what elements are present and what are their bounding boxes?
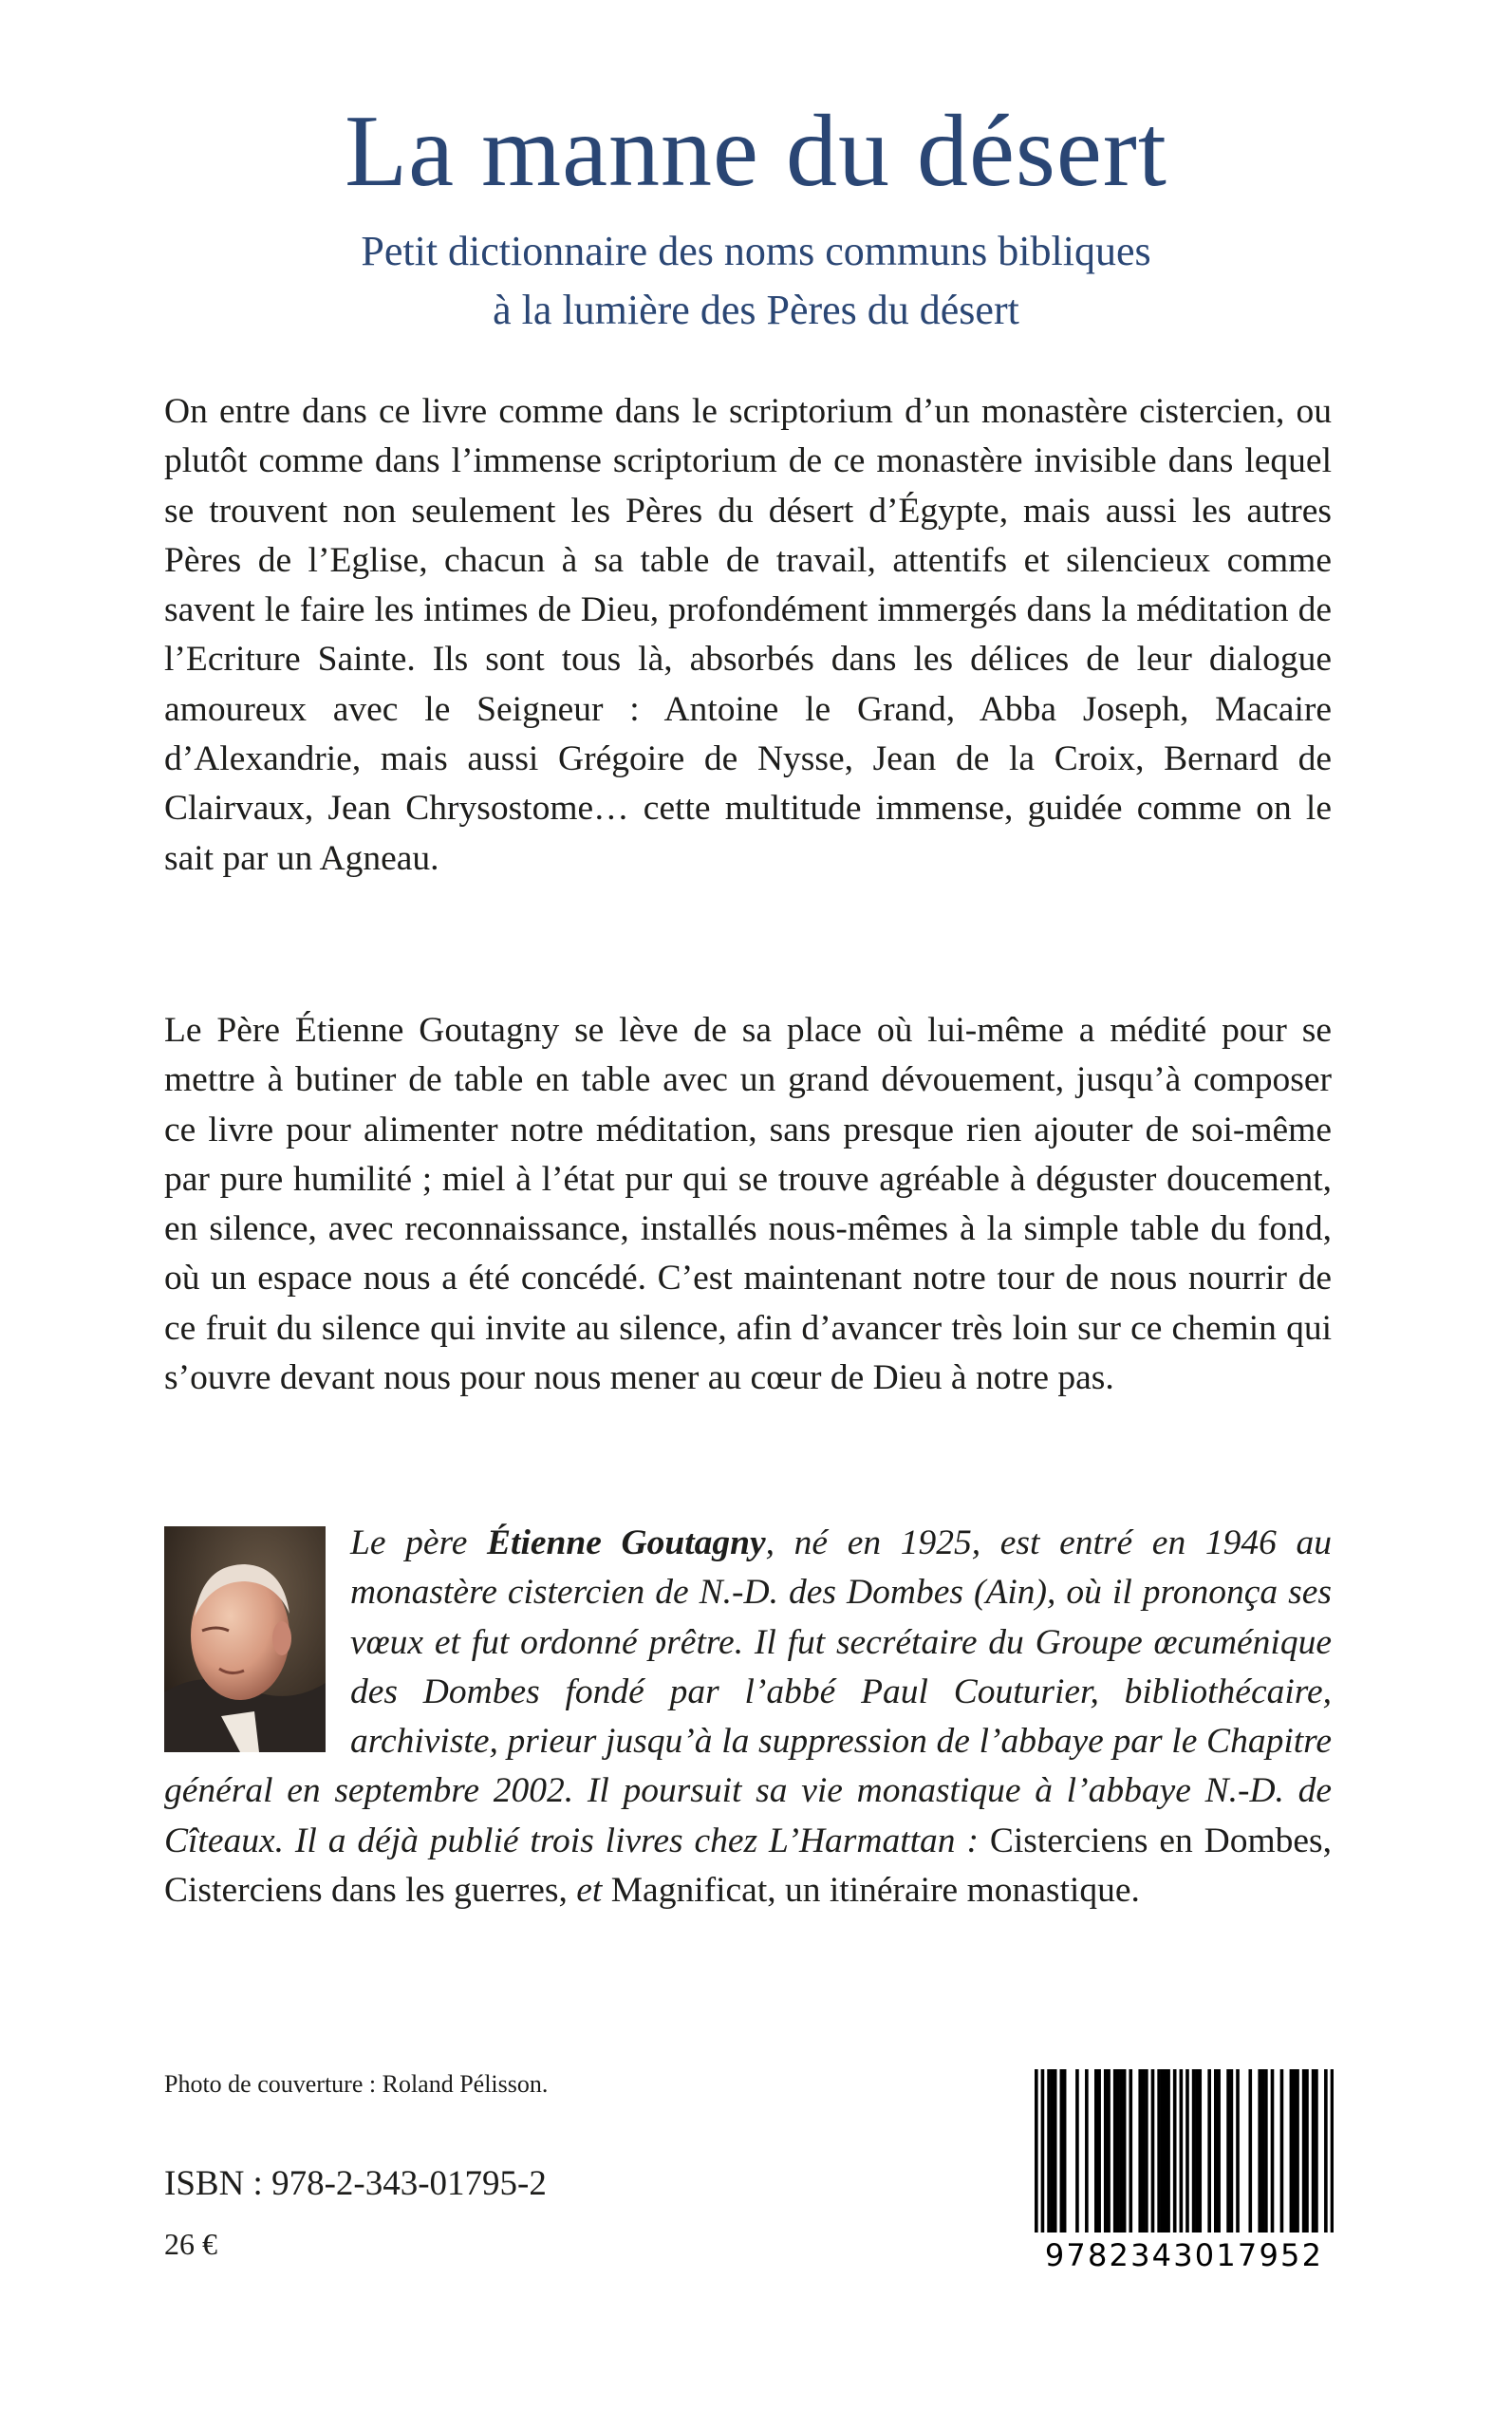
barcode-bar (1051, 2069, 1055, 2233)
barcode-bar (1161, 2069, 1165, 2233)
barcode-bar (1104, 2069, 1108, 2233)
barcode-bar (1236, 2069, 1240, 2233)
barcode-bar (1041, 2069, 1045, 2233)
barcode-bar (1230, 2069, 1234, 2233)
bio-text-2: et (567, 1871, 611, 1911)
barcode-bar (1180, 2069, 1184, 2233)
barcode-bar (1293, 2069, 1297, 2233)
bio-book-1: Cisterciens en Dombes, Cisterciens dans les guerres, (164, 1821, 1332, 1911)
blurb-paragraph-2: Le Père Étienne Goutagny se lève de sa place où lui-même a médité pour se mettre à butiner de table en table avec un grand dévouement, jusqu’à composer ce livre pour alimenter notre méditation, sans presque rien ajouter de soi-même par pure humilité ; miel à l’état pur qui se trouve agréable à déguster doucement, en silence, avec reconnaissance, installés nous-mêmes à la simple table du fond, où un espace nous a été concédé. C’est maintenant notre tour de nous nourrir de ce fruit du silence qui invite au silence, afin d’avancer très loin sur ce chemin qui s’ouvre devant nous pour nous mener au cœur de Dieu à notre pas. (164, 1011, 1332, 1398)
barcode-bar (1315, 2069, 1318, 2233)
barcode-bar (1054, 2069, 1057, 2233)
subtitle-line-2: à la lumière des Pères du désert (493, 287, 1019, 333)
bio-author-name: Étienne Goutagny (487, 1523, 766, 1562)
barcode-bar (1192, 2069, 1196, 2233)
barcode-bar (1075, 2069, 1079, 2233)
barcode-bar (1271, 2069, 1275, 2233)
barcode-bar (1173, 2069, 1177, 2233)
barcode-bar (1097, 2069, 1101, 2233)
barcode-bar (1107, 2069, 1111, 2233)
barcode-bar (1226, 2069, 1230, 2233)
barcode-bar (1060, 2069, 1064, 2233)
book-subtitle (0, 222, 1512, 340)
isbn: ISBN : 978-2-343-01795-2 (164, 2164, 547, 2203)
barcode-bar (1157, 2069, 1161, 2233)
barcode-bar (1035, 2069, 1038, 2233)
author-bio (164, 1519, 1332, 1915)
barcode-bar (1305, 2069, 1309, 2233)
barcode-bar (1302, 2069, 1306, 2233)
barcode-bar (1258, 2069, 1261, 2233)
blurb-paragraph-1: On entre dans ce livre comme dans le scriptorium d’un monastère cistercien, ou plutôt comme dans l’immense scriptorium de ce monastère invisible dans lequel se trouvent non seulement les Pères du désert d’Égypte, mais aussi les autres Pères de l’Eglise, chacun à sa table de travail, attentifs et silencieux comme savent le faire les intimes de Dieu, profondément immergés dans la méditation de l’Ecriture Sainte. Ils sont tous là, absorbés dans les délices de leur dialogue amoureux avec le Seigneur : Antoine le Grand, Abba Joseph, Macaire d’Alexandrie, mais aussi Grégoire de Nysse, Jean de la Croix, Bernard de Clairvaux, Jean Chrysostome… cette multitude immense, guidée comme on le sait par un Agneau. (164, 392, 1332, 878)
barcode-bar (1214, 2069, 1218, 2233)
barcode-bar (1264, 2069, 1268, 2233)
subtitle-line-1: Petit dictionnaire des noms communs bibliques (361, 228, 1151, 274)
barcode-bar (1324, 2069, 1328, 2233)
barcode-bar (1248, 2069, 1252, 2233)
barcode-bars (1035, 2069, 1334, 2240)
bio-intro: Le père (350, 1523, 488, 1562)
photo-credit: Photo de couverture : Roland Pélisson. (164, 2070, 549, 2098)
barcode-bar (1296, 2069, 1299, 2233)
barcode-bar (1207, 2069, 1211, 2233)
barcode-bar (1129, 2069, 1132, 2233)
barcode-bar (1063, 2069, 1067, 2233)
barcode-bar (1217, 2069, 1221, 2233)
barcode-bar (1085, 2069, 1089, 2233)
barcode-bar (1116, 2069, 1120, 2233)
barcode (1035, 2069, 1334, 2283)
barcode-bar (1123, 2069, 1127, 2233)
barcode-bar (1261, 2069, 1265, 2233)
barcode-bar (1167, 2069, 1170, 2233)
barcode-bar (1331, 2069, 1334, 2233)
price: 26 € (164, 2227, 217, 2261)
barcode-digits: 9782343017952 (1044, 2237, 1324, 2273)
bio-text-1: , né en 1925, est entré en 1946 au monastère cistercien de N.-D. des Dombes (Ain), où il prononça ses vœux et fut ordonné prêtre. Il fut secrétaire du Groupe œcuménique des Dombes fondé par l’abbé Paul Couturier, bibliothécaire, archiviste, prieur jusqu’à la suppression de l’abbaye par le Chapitre général en septembre 2002. Il poursuit sa vie monastique à l’abbaye N.-D. de Cîteaux. Il a déjà publié trois livres chez L’Harmattan : (164, 1523, 1332, 1860)
barcode-bar (1164, 2069, 1167, 2233)
barcode-bar (1290, 2069, 1294, 2233)
barcode-bar (1094, 2069, 1098, 2233)
barcode-bar (1280, 2069, 1284, 2233)
barcode-bar (1113, 2069, 1117, 2233)
barcode-bar (1185, 2069, 1189, 2233)
barcode-bar (1138, 2069, 1142, 2233)
barcode-bar (1145, 2069, 1148, 2233)
barcode-bar (1142, 2069, 1146, 2233)
barcode-bar (1047, 2069, 1051, 2233)
barcode-bar (1195, 2069, 1199, 2233)
barcode-bar (1120, 2069, 1124, 2233)
barcode-bar (1198, 2069, 1202, 2233)
bio-book-2: Magnificat, un itinéraire monastique. (610, 1871, 1140, 1911)
barcode-bar (1151, 2069, 1155, 2233)
barcode-bar (1312, 2069, 1316, 2233)
book-title: La manne du désert (345, 95, 1167, 208)
